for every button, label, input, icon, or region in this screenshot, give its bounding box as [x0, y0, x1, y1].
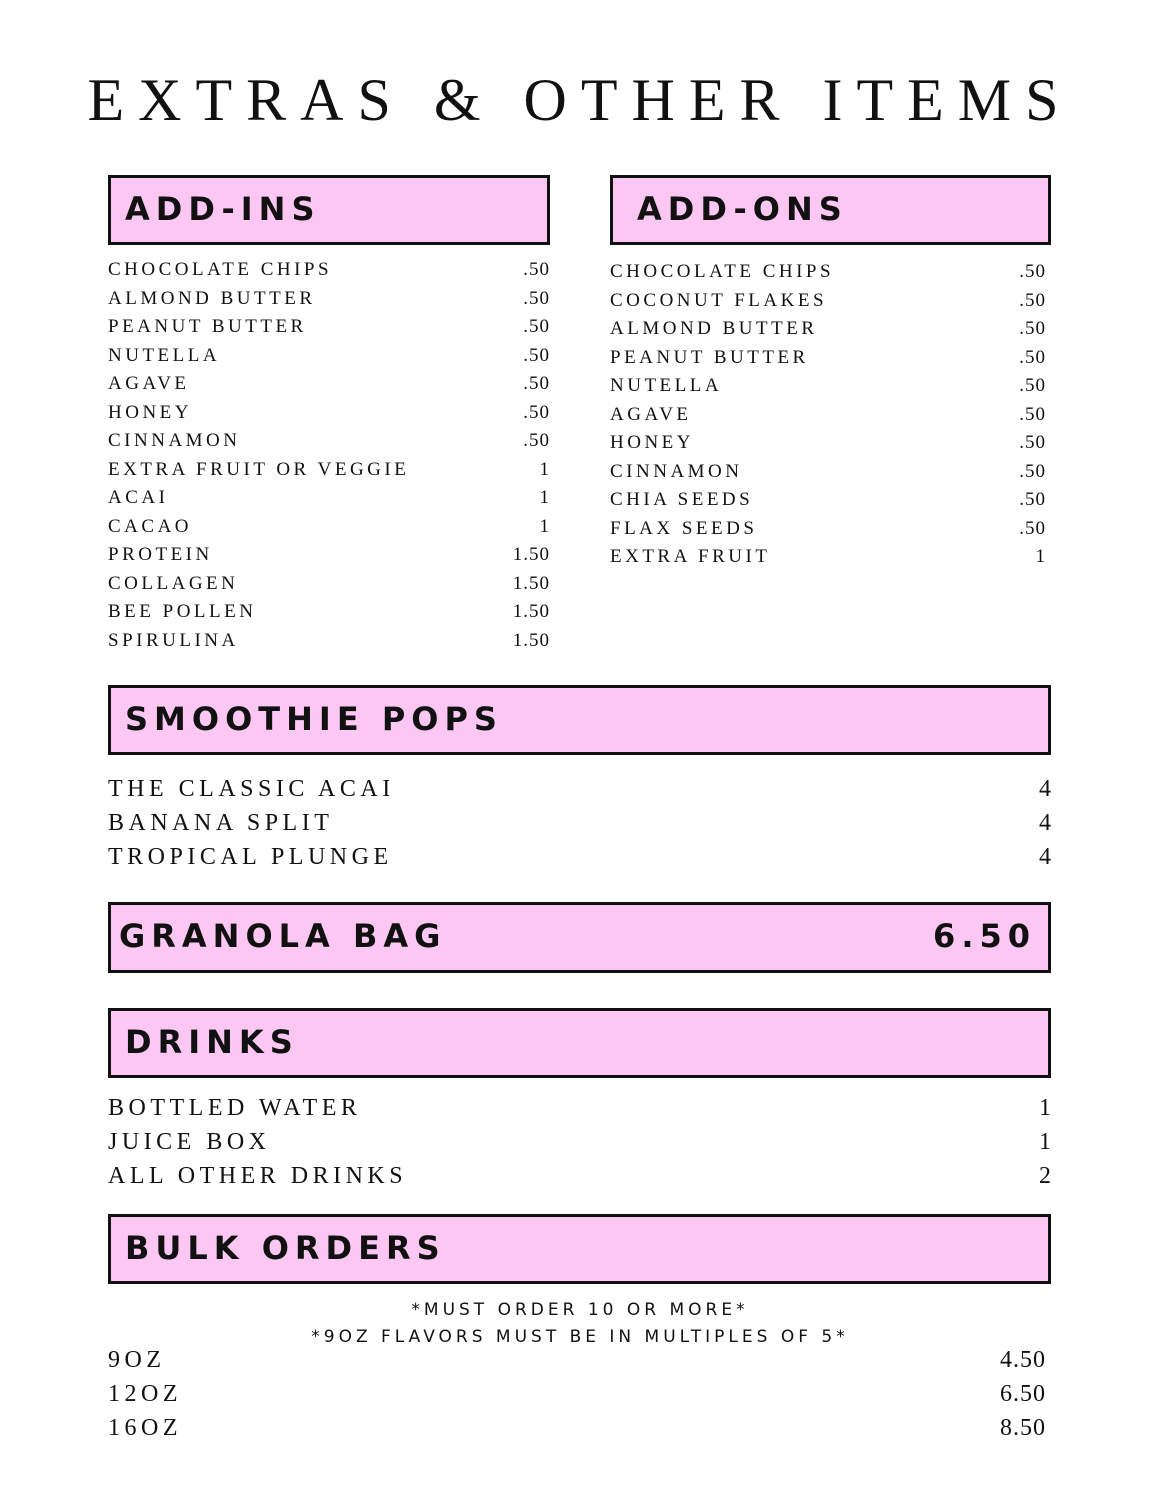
- item-price: .50: [523, 287, 550, 309]
- item-price: 4: [1039, 844, 1052, 870]
- item-price: 4: [1039, 776, 1052, 802]
- list-item: [610, 401, 1046, 430]
- list-item: [108, 370, 550, 399]
- item-name: 16OZ: [108, 1415, 182, 1441]
- page-title: EXTRAS & OTHER ITEMS: [87, 67, 1073, 133]
- item-price: 1: [1035, 546, 1046, 567]
- list-item: [108, 313, 550, 342]
- item-name: HONEY: [108, 401, 192, 423]
- item-price: 1.50: [512, 629, 550, 651]
- granola-bag-header: [108, 902, 1051, 973]
- item-name: ALMOND BUTTER: [108, 287, 316, 309]
- list-item: [108, 484, 550, 513]
- item-price: .50: [1019, 318, 1046, 339]
- list-item: [108, 570, 550, 599]
- item-price: 1: [539, 487, 550, 508]
- bulk-orders-list: [108, 1343, 1046, 1445]
- item-name: PEANUT BUTTER: [610, 346, 809, 368]
- item-name: THE CLASSIC ACAI: [108, 776, 395, 802]
- list-item: [610, 429, 1046, 458]
- item-price: 6.50: [1000, 1381, 1046, 1407]
- item-name: NUTELLA: [610, 375, 723, 396]
- item-name: PEANUT BUTTER: [108, 316, 307, 337]
- item-price: .50: [1019, 403, 1046, 425]
- item-price: .50: [523, 344, 550, 366]
- bulk-note-minimum: *MUST ORDER 10 OR MORE*: [411, 1300, 749, 1320]
- smoothie-pops-heading: SMOOTHIE POPS: [125, 700, 503, 738]
- list-item: [108, 1125, 1052, 1159]
- item-price: .50: [1019, 289, 1046, 311]
- bulk-orders-header: [108, 1214, 1051, 1284]
- add-ons-list: [610, 258, 1046, 572]
- item-price: 8.50: [1000, 1415, 1046, 1441]
- list-item: [610, 486, 1046, 515]
- item-price: .50: [1019, 489, 1046, 510]
- item-name: COCONUT FLAKES: [610, 289, 828, 311]
- list-item: [108, 1343, 1046, 1377]
- item-name: HONEY: [610, 432, 694, 453]
- item-price: .50: [1019, 432, 1046, 453]
- item-price: .50: [1019, 375, 1046, 396]
- list-item: [610, 287, 1046, 316]
- item-name: ALMOND BUTTER: [610, 318, 818, 339]
- item-name: 12OZ: [108, 1381, 182, 1407]
- add-ons-header: [610, 175, 1051, 245]
- item-price: 1: [1039, 1129, 1052, 1155]
- bulk-note-multiples: *9OZ FLAVORS MUST BE IN MULTIPLES OF 5*: [311, 1327, 849, 1347]
- item-price: 2: [1039, 1163, 1052, 1189]
- item-name: SPIRULINA: [108, 629, 239, 651]
- list-item: [108, 285, 550, 314]
- item-name: PROTEIN: [108, 544, 213, 565]
- list-item: [610, 344, 1046, 373]
- item-name: ACAI: [108, 487, 169, 508]
- add-ins-header: [108, 175, 550, 245]
- add-ins-heading: ADD-INS: [125, 190, 321, 228]
- list-item: [108, 1411, 1046, 1445]
- item-price: .50: [523, 401, 550, 423]
- smoothie-pops-list: [108, 772, 1052, 874]
- item-price: 1.50: [512, 601, 550, 622]
- item-price: 1: [1039, 1095, 1052, 1121]
- item-name: BOTTLED WATER: [108, 1095, 362, 1121]
- item-name: ALL OTHER DRINKS: [108, 1163, 408, 1189]
- item-name: CINNAMON: [610, 460, 743, 482]
- granola-bag-price: 6.50: [933, 917, 1036, 955]
- add-ons-heading: ADD-ONS: [637, 190, 848, 228]
- item-price: 4: [1039, 810, 1052, 836]
- item-price: .50: [523, 259, 550, 280]
- item-price: 1.50: [512, 544, 550, 565]
- item-name: FLAX SEEDS: [610, 517, 758, 539]
- item-price: 1: [539, 458, 550, 480]
- list-item: [610, 372, 1046, 401]
- list-item: [108, 456, 550, 485]
- list-item: [108, 541, 550, 570]
- drinks-heading: DRINKS: [125, 1023, 299, 1061]
- item-name: CACAO: [108, 515, 193, 537]
- item-price: .50: [1019, 517, 1046, 539]
- list-item: [108, 772, 1052, 806]
- list-item: [610, 258, 1046, 287]
- item-price: 1.50: [512, 572, 550, 594]
- item-name: 9OZ: [108, 1347, 166, 1373]
- item-name: TROPICAL PLUNGE: [108, 844, 393, 870]
- bulk-orders-heading: BULK ORDERS: [125, 1229, 446, 1267]
- item-name: CHOCOLATE CHIPS: [108, 259, 333, 280]
- list-item: [610, 543, 1046, 572]
- list-item: [610, 315, 1046, 344]
- smoothie-pops-header: [108, 685, 1051, 755]
- item-price: .50: [523, 430, 550, 451]
- item-name: BANANA SPLIT: [108, 810, 334, 836]
- item-price: .50: [1019, 261, 1046, 282]
- list-item: [610, 458, 1046, 487]
- item-name: AGAVE: [108, 373, 190, 394]
- list-item: [108, 840, 1052, 874]
- list-item: [108, 1159, 1052, 1193]
- list-item: [108, 256, 550, 285]
- list-item: [610, 515, 1046, 544]
- item-name: BEE POLLEN: [108, 601, 257, 622]
- list-item: [108, 1091, 1052, 1125]
- list-item: [108, 598, 550, 627]
- item-price: 4.50: [1000, 1347, 1046, 1373]
- list-item: [108, 513, 550, 542]
- item-price: .50: [523, 316, 550, 337]
- drinks-header: [108, 1008, 1051, 1078]
- item-name: CHOCOLATE CHIPS: [610, 261, 835, 282]
- list-item: [108, 806, 1052, 840]
- item-price: 1: [539, 515, 550, 537]
- item-name: NUTELLA: [108, 344, 221, 366]
- list-item: [108, 427, 550, 456]
- item-name: CHIA SEEDS: [610, 489, 754, 510]
- item-name: EXTRA FRUIT: [610, 546, 771, 567]
- add-ins-list: [108, 256, 550, 655]
- item-price: .50: [523, 373, 550, 394]
- item-name: COLLAGEN: [108, 572, 239, 594]
- item-name: AGAVE: [610, 403, 692, 425]
- item-price: .50: [1019, 460, 1046, 482]
- item-name: CINNAMON: [108, 430, 241, 451]
- granola-bag-heading: GRANOLA BAG: [119, 917, 447, 955]
- item-name: JUICE BOX: [108, 1129, 271, 1155]
- list-item: [108, 627, 550, 656]
- list-item: [108, 342, 550, 371]
- list-item: [108, 399, 550, 428]
- item-price: .50: [1019, 346, 1046, 368]
- list-item: [108, 1377, 1046, 1411]
- item-name: EXTRA FRUIT OR VEGGIE: [108, 458, 410, 480]
- drinks-list: [108, 1091, 1052, 1193]
